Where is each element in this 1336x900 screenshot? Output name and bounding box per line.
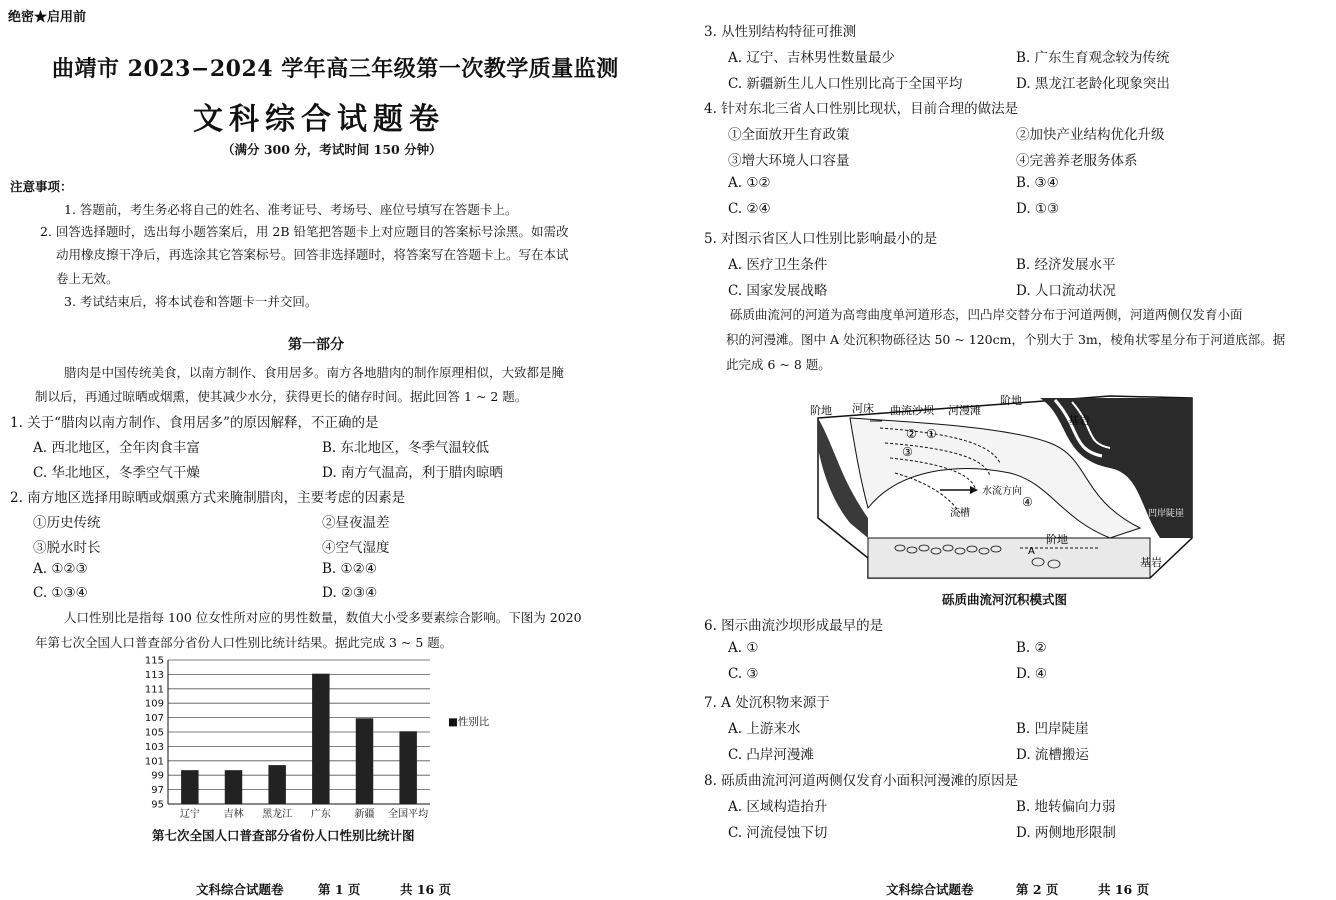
q6-option-d[interactable]: D. ④ — [1016, 666, 1048, 682]
label-flow-direction: 水流方向 — [982, 486, 1022, 497]
bar-4 — [356, 718, 373, 804]
q3-option-c[interactable]: C. 新疆新生儿人口性别比高于全国平均 — [728, 76, 963, 92]
q7-option-d[interactable]: D. 流槽搬运 — [1016, 747, 1089, 763]
q7-option-b[interactable]: B. 凹岸陡崖 — [1016, 721, 1089, 737]
notice-line: 动用橡皮擦干净后，再选涂其它答案标号。回答非选择题时，将答案写在答题卡上。写在本试 — [56, 247, 569, 262]
question-3-stem: 3. 从性别结构特征可推测 — [704, 24, 857, 40]
q1-option-d[interactable]: D. 南方气温高，利于腊肉晾晒 — [322, 465, 503, 481]
q2-item-4: ④空气湿度 — [322, 540, 390, 556]
question-2-stem: 2. 南方地区选择用晾晒或烟熏方式来腌制腊肉，主要考虑的因素是 — [10, 490, 406, 506]
q4-item-3: ③增大环境人口容量 — [728, 153, 850, 169]
notice-line: 卷上无效。 — [56, 271, 119, 286]
q3-option-d[interactable]: D. 黑龙江老龄化现象突出 — [1016, 76, 1170, 92]
passage-line: 积的河漫滩。图中 A 处沉积物砾径达 50 ~ 120cm，个别大于 3m，棱角状零星分布于河道底部。据 — [726, 332, 1286, 347]
footer-total-pages: 共 16 页 — [400, 882, 452, 897]
x-tick-label: 广东 — [310, 809, 331, 820]
label-cut-bank: 凹岸陡崖 — [1148, 509, 1185, 519]
label-terrace-bottom: 阶地 — [1046, 533, 1068, 546]
exam-page-1 — [0, 0, 660, 900]
q2-option-c[interactable]: C. ①③④ — [33, 585, 88, 601]
y-tick-label: 109 — [144, 698, 164, 710]
secret-label: 绝密★启用前 — [8, 10, 87, 25]
label-chute-channel: 流槽 — [950, 508, 970, 519]
diagram-caption: 砾质曲流河沉积模式图 — [942, 592, 1068, 607]
passage-line: 制以后，再通过晾晒或烟熏，使其减少水分，获得更长的储存时间。据此回答 1 ~ 2 题。 — [35, 389, 528, 404]
q7-option-a[interactable]: A. 上游来水 — [728, 721, 801, 737]
y-tick-label: 95 — [151, 799, 164, 811]
label-terrace-left: 阶地 — [810, 404, 832, 417]
bar-2 — [268, 765, 285, 804]
label-bar-3: ③ — [902, 445, 913, 459]
label-riverbed: 河床 — [852, 402, 874, 415]
y-tick-label: 103 — [144, 741, 164, 753]
q6-option-a[interactable]: A. ① — [728, 640, 759, 656]
q4-option-d[interactable]: D. ①③ — [1016, 201, 1060, 217]
chart-legend: ■性别比 — [448, 715, 490, 728]
q8-option-c[interactable]: C. 河流侵蚀下切 — [728, 825, 828, 841]
bar-0 — [181, 770, 198, 804]
label-bar-2: ② — [906, 427, 917, 441]
footer-exam-name: 文科综合试题卷 — [196, 882, 284, 897]
question-8-stem: 8. 砾质曲流河河道两侧仅发育小面积河漫滩的原因是 — [704, 773, 1019, 789]
y-tick-label: 115 — [144, 655, 164, 667]
q2-item-3: ③脱水时长 — [33, 540, 101, 556]
label-bar-4: ④ — [1022, 495, 1033, 509]
q3-option-a[interactable]: A. 辽宁、吉林男性数量最少 — [728, 50, 895, 66]
q7-option-c[interactable]: C. 凸岸河漫滩 — [728, 747, 814, 763]
q2-option-d[interactable]: D. ②③④ — [322, 585, 378, 601]
q4-item-4: ④完善养老服务体系 — [1016, 153, 1138, 169]
q5-option-d[interactable]: D. 人口流动状况 — [1016, 283, 1116, 299]
label-point-a: A — [1028, 546, 1035, 557]
passage-line: 此完成 6 ~ 8 题。 — [726, 357, 831, 372]
q1-option-c[interactable]: C. 华北地区，冬季空气干燥 — [33, 465, 200, 481]
notice-line: 1. 答题前，考生务必将自己的姓名、准考证号、考场号、座位号填写在答题卡上。 — [64, 202, 518, 217]
q6-option-c[interactable]: C. ③ — [728, 666, 759, 682]
y-tick-label: 113 — [144, 669, 164, 681]
label-terrace-top: 阶地 — [1000, 394, 1022, 407]
label-point-bar: 曲流沙坝 — [890, 404, 934, 417]
q5-option-c[interactable]: C. 国家发展战略 — [728, 283, 828, 299]
q5-option-b[interactable]: B. 经济发展水平 — [1016, 257, 1116, 273]
q6-option-b[interactable]: B. ② — [1016, 640, 1047, 656]
label-bedrock-bottom: 基岩 — [1140, 556, 1162, 569]
notice-line: 3. 考试结束后，将本试卷和答题卡一并交回。 — [64, 294, 318, 309]
q5-option-a[interactable]: A. 医疗卫生条件 — [728, 257, 828, 273]
passage-line: 腊肉是中国传统美食，以南方制作、食用居多。南方各地腊肉的制作原理相似，大致都是腌 — [64, 365, 565, 380]
x-tick-label: 黑龙江 — [262, 809, 293, 820]
bar-5 — [399, 731, 416, 804]
x-tick-label: 吉林 — [223, 809, 244, 820]
x-tick-label: 全国平均 — [388, 809, 429, 820]
section-title: 第一部分 — [288, 337, 344, 353]
footer-page-number: 第 1 页 — [318, 882, 361, 897]
footer-exam-name: 文科综合试题卷 — [886, 882, 974, 897]
y-tick-label: 107 — [144, 713, 164, 725]
exam-title: 曲靖市 2023−2024 学年高三年级第一次教学质量监测 — [52, 56, 619, 82]
q3-option-b[interactable]: B. 广东生育观念较为传统 — [1016, 50, 1170, 66]
bar-3 — [312, 674, 329, 804]
sex-ratio-bar-chart — [120, 652, 520, 822]
q2-option-a[interactable]: A. ①②③ — [33, 561, 88, 577]
y-tick-label: 111 — [144, 684, 164, 696]
label-bedrock-top: 基岩 — [1068, 414, 1090, 427]
q8-option-a[interactable]: A. 区域构造抬升 — [728, 799, 828, 815]
meandering-river-diagram — [810, 388, 1200, 583]
exam-page-2 — [680, 0, 1330, 900]
notice-title: 注意事项： — [10, 179, 73, 194]
notice-line: 2. 回答选择题时，选出每小题答案后，用 2B 铅笔把答题卡上对应题目的答案标号涂黑。如需改 — [40, 224, 569, 239]
q4-option-a[interactable]: A. ①② — [728, 175, 771, 191]
y-tick-label: 99 — [151, 770, 164, 782]
q8-option-b[interactable]: B. 地转偏向力弱 — [1016, 799, 1116, 815]
q2-item-2: ②昼夜温差 — [322, 515, 390, 531]
footer-total-pages: 共 16 页 — [1098, 882, 1150, 897]
bar-1 — [225, 770, 242, 804]
question-7-stem: 7. A 处沉积物来源于 — [704, 695, 830, 711]
exam-subject-title: 文科综合试题卷 — [193, 102, 445, 137]
y-tick-label: 97 — [151, 785, 164, 797]
q8-option-d[interactable]: D. 两侧地形限制 — [1016, 825, 1116, 841]
score-note: （满分 300 分，考试时间 150 分钟） — [222, 142, 442, 157]
chart-title: 第七次全国人口普查部分省份人口性别比统计图 — [152, 828, 415, 843]
question-4-stem: 4. 针对东北三省人口性别比现状，目前合理的做法是 — [704, 101, 1019, 117]
passage-line: 砾质曲流河的河道为高弯曲度单河道形态，凹凸岸交替分布于河道两侧，河道两侧仅发育小面 — [730, 307, 1243, 322]
q1-option-b[interactable]: B. 东北地区，冬季气温较低 — [322, 440, 490, 456]
q2-item-1: ①历史传统 — [33, 515, 101, 531]
passage-line: 人口性别比是指每 100 位女性所对应的男性数量，数值大小受多要素综合影响。下图为 2020 — [64, 610, 582, 625]
question-5-stem: 5. 对图示省区人口性别比影响最小的是 — [704, 231, 938, 247]
label-floodplain: 河漫滩 — [948, 404, 981, 417]
y-tick-label: 101 — [144, 756, 164, 768]
q4-option-c[interactable]: C. ②④ — [728, 201, 771, 217]
footer-page-number: 第 2 页 — [1016, 882, 1059, 897]
q4-item-2: ②加快产业结构优化升级 — [1016, 127, 1165, 143]
q4-option-b[interactable]: B. ③④ — [1016, 175, 1059, 191]
label-bar-1: ① — [926, 427, 937, 441]
q1-option-a[interactable]: A. 西北地区，全年肉食丰富 — [33, 440, 200, 456]
question-6-stem: 6. 图示曲流沙坝形成最早的是 — [704, 618, 884, 634]
q2-option-b[interactable]: B. ①②④ — [322, 561, 377, 577]
x-tick-label: 新疆 — [354, 809, 375, 820]
question-1-stem: 1. 关于“腊肉以南方制作、食用居多”的原因解释，不正确的是 — [10, 415, 379, 431]
y-tick-label: 105 — [144, 727, 164, 739]
q4-item-1: ①全面放开生育政策 — [728, 127, 850, 143]
passage-line: 年第七次全国人口普查部分省份人口性别比统计结果。据此完成 3 ~ 5 题。 — [35, 635, 453, 650]
x-tick-label: 辽宁 — [179, 809, 200, 820]
